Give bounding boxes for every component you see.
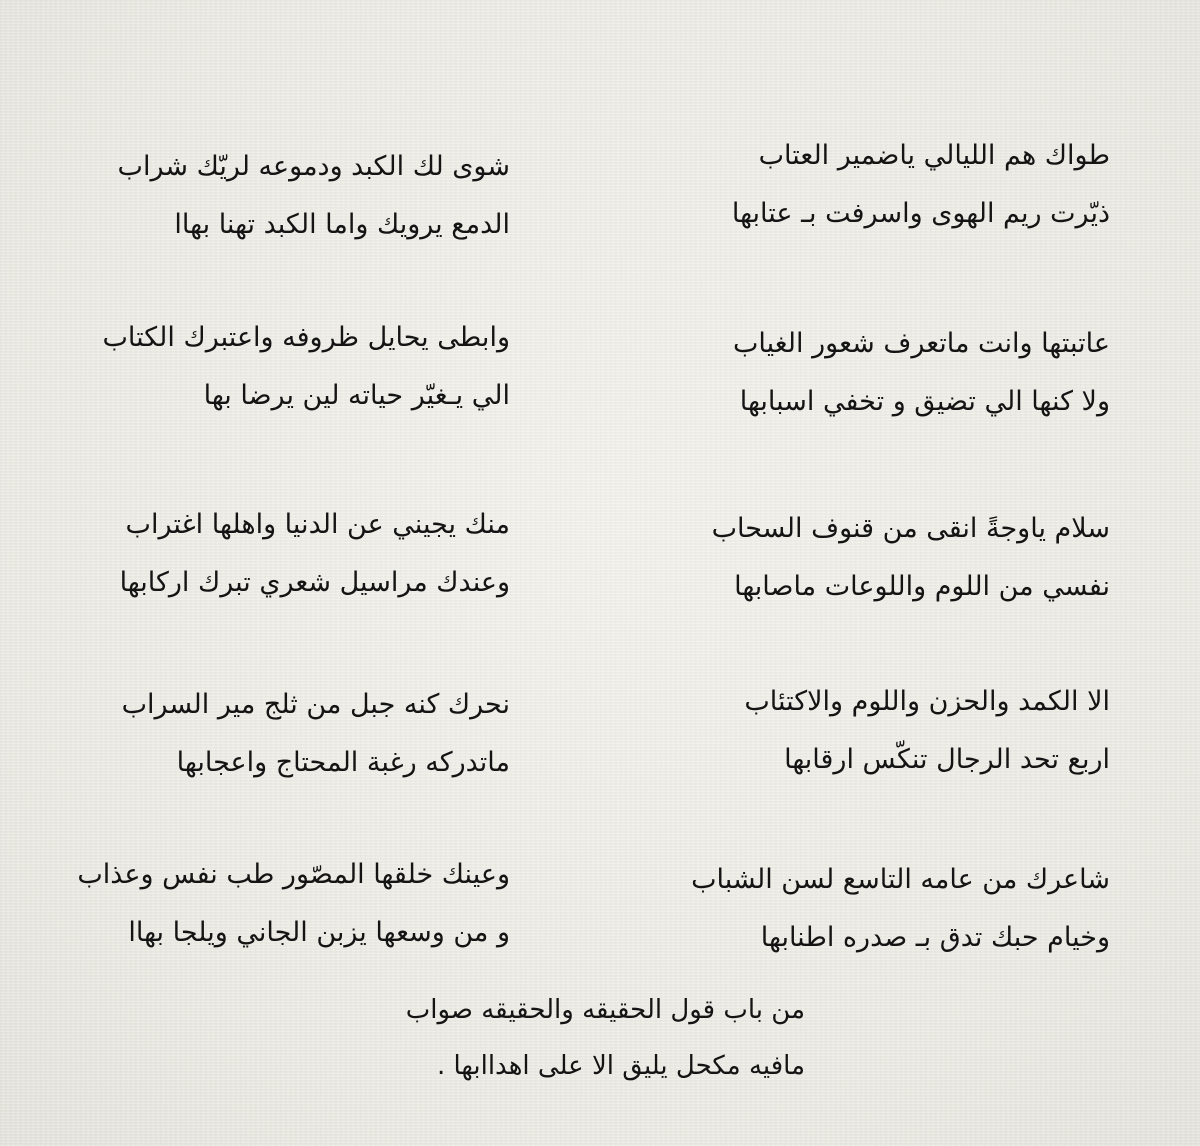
verse-line: ماتدركه رغبة المحتاج واعجابها xyxy=(176,747,510,778)
verse-line: وخيام حبك تدق بـ صدره اطنابها xyxy=(760,922,1110,953)
stanza-4-right-hemistichs xyxy=(744,685,1110,777)
verse-line: وعندك مراسيل شعري تبرك اركابها xyxy=(119,567,510,598)
verse-line: وابطى يحايل ظروفه واعتبرك الكتاب xyxy=(102,322,510,353)
verse-line: ذيّرت ريم الهوى واسرفت بـ عتابها xyxy=(731,198,1110,229)
closing-line: من باب قول الحقيقه والحقيقه صواب xyxy=(405,995,805,1025)
verse-line: عاتبتها وانت ماتعرف شعور الغياب xyxy=(732,328,1110,359)
verse-line: ولا كنها الي تضيق و تخفي اسبابها xyxy=(739,386,1110,417)
stanza-1-left-hemistichs xyxy=(118,150,510,242)
verse-line: سلام ياوجةً انقى من قنوف السحاب xyxy=(711,513,1110,544)
verse-line: نحرك كنه جبل من ثلج مير السراب xyxy=(121,689,510,720)
verse-line: الا الكمد والحزن واللوم والاكتئاب xyxy=(744,686,1110,717)
verse-line: شاعرك من عامه التاسع لسن الشباب xyxy=(691,864,1110,895)
stanza-5-right-hemistichs xyxy=(691,863,1110,955)
verse-line: الي يـغيّر حياته لين يرضا بها xyxy=(203,380,510,411)
stanza-4-left-hemistichs xyxy=(122,688,510,780)
verse-line: وعينك خلقها المصّور طب نفس وعذاب xyxy=(77,859,510,890)
verse-line: طواك هم الليالي ياضمير العتاب xyxy=(758,140,1110,171)
verse-line: و من وسعها يزبن الجاني ويلجا بهاا xyxy=(128,917,510,948)
stanza-2-right-hemistichs xyxy=(733,327,1110,419)
closing-couplet xyxy=(406,993,805,1083)
verse-line: اربع تحد الرجال تنكّس ارقابها xyxy=(784,744,1110,775)
verse-line: الدمع يرويك واما الكبد تهنا بهاا xyxy=(174,209,510,240)
stanza-3-left-hemistichs xyxy=(120,508,510,600)
verse-line: منك يجيني عن الدنيا واهلها اغتراب xyxy=(125,509,510,540)
verse-line: نفسي من اللوم واللوعات ماصابها xyxy=(734,571,1110,602)
stanza-5-left-hemistichs xyxy=(77,858,510,950)
verse-line: شوى لك الكبد ودموعه لريّك شراب xyxy=(117,151,510,182)
stanza-3-right-hemistichs xyxy=(712,512,1110,604)
closing-line: مافيه مكحل يليق الا على اهداابها . xyxy=(436,1051,805,1081)
stanza-1-right-hemistichs xyxy=(732,139,1110,231)
stanza-2-left-hemistichs xyxy=(102,321,510,413)
